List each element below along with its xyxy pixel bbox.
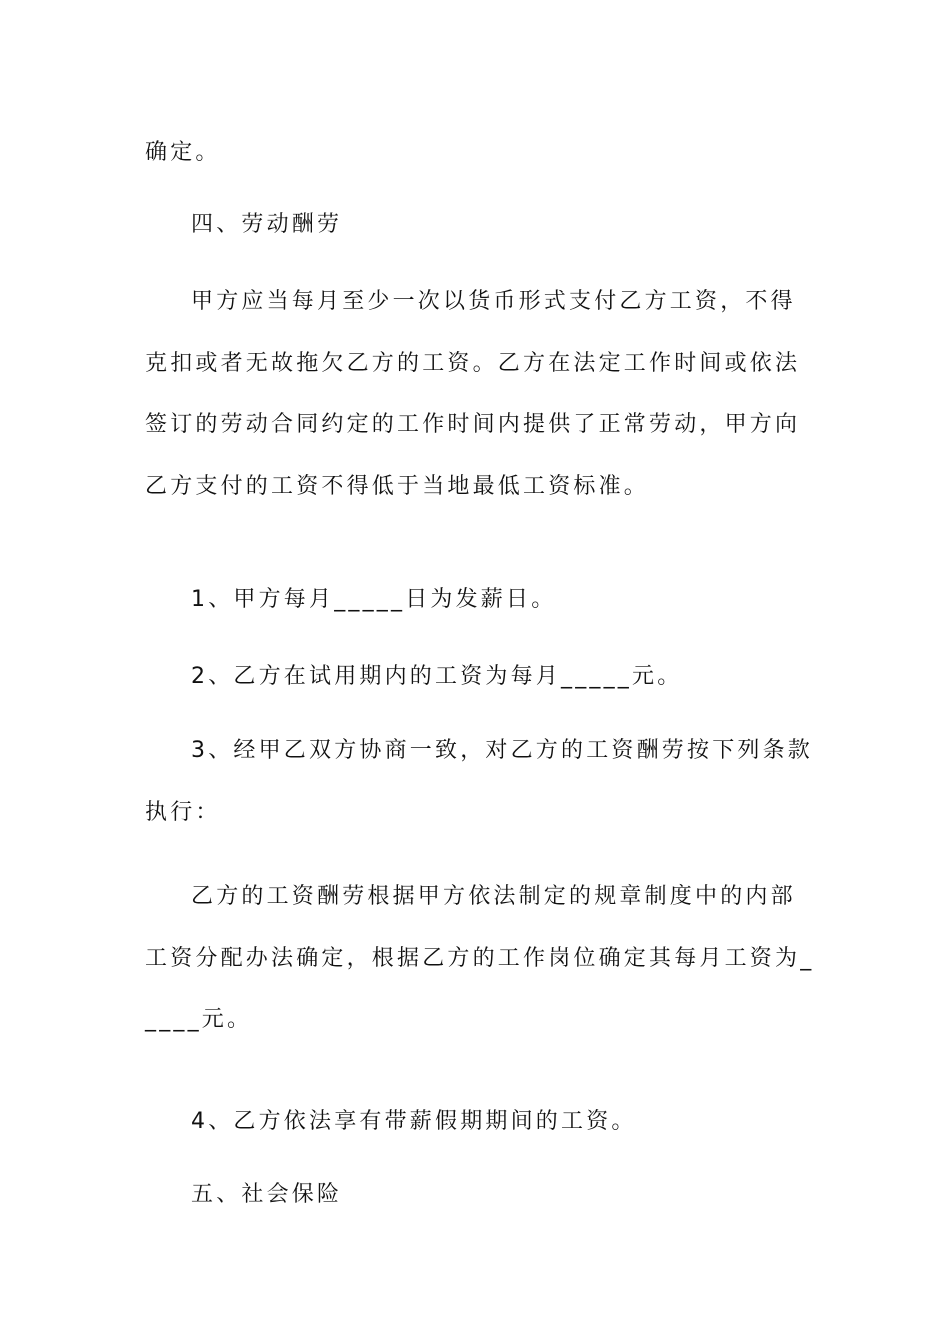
paragraph-wage-payment: 甲方应当每月至少一次以货币形式支付乙方工资，不得克扣或者无故拖欠乙方的工资。乙方在法定工作时间或依法签订的劳动合同约定的工作时间内提供了正常劳动，甲方向乙方支付的工资不得低于当地最低工资标准。 (145, 289, 801, 499)
clause-payday: 1、甲方每月_____日为发薪日。 (191, 587, 557, 612)
section-heading-social-insurance: 五、社会保险 (191, 1182, 343, 1207)
clause-agreed-terms: 3、经甲乙双方协商一致，对乙方的工资酬劳按下列条款执行： (145, 738, 813, 825)
paragraph-continuation: 确定。 (145, 140, 221, 165)
paragraph-internal-wage-distribution: 乙方的工资酬劳根据甲方依法制定的规章制度中的内部工资分配办法确定，根据乙方的工作岗位确定其每月工资为_____元。 (145, 884, 815, 1032)
clause-paid-leave-wage: 4、乙方依法享有带薪假期期间的工资。 (191, 1109, 637, 1134)
clause-probation-wage: 2、乙方在试用期内的工资为每月_____元。 (191, 664, 683, 689)
section-heading-labor-remuneration: 四、劳动酬劳 (191, 212, 343, 237)
